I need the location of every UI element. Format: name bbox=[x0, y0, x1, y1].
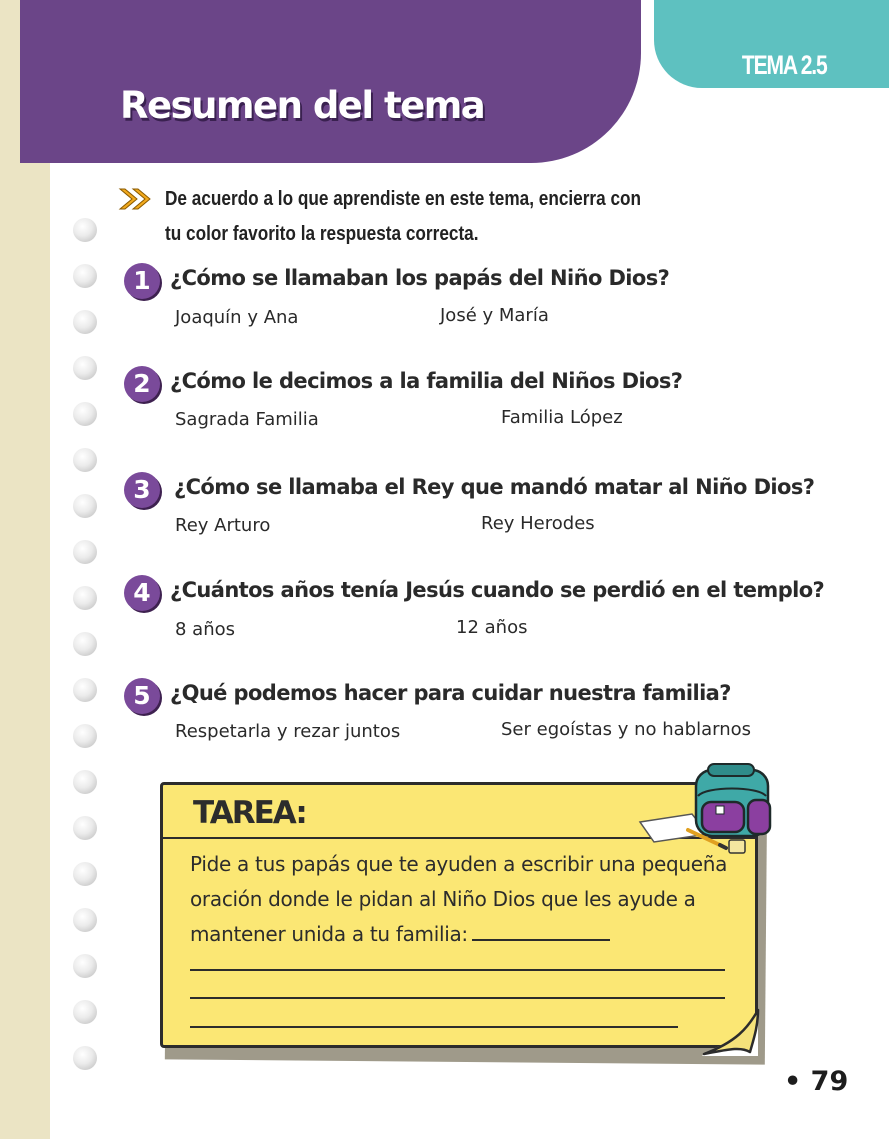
question-number-badge: 3 bbox=[124, 472, 160, 508]
answer-line[interactable] bbox=[472, 921, 610, 941]
question-1 bbox=[124, 263, 824, 303]
hole-punch-icon bbox=[73, 862, 97, 886]
hole-punch-icon bbox=[73, 218, 97, 242]
hole-punch-icon bbox=[73, 770, 97, 794]
hole-punch-icon bbox=[73, 356, 97, 380]
hole-punch-icon bbox=[73, 540, 97, 564]
page-number: • 79 bbox=[784, 1066, 849, 1097]
hole-punch-icon bbox=[73, 724, 97, 748]
hole-punch-icon bbox=[73, 494, 97, 518]
question-3 bbox=[124, 472, 844, 512]
question-text: ¿Cómo le decimos a la familia del Niños Dios? bbox=[170, 369, 683, 393]
answer-option[interactable]: 12 años bbox=[456, 617, 528, 638]
hole-punch-icon bbox=[73, 954, 97, 978]
question-number-badge: 4 bbox=[124, 575, 160, 611]
hole-punch-icon bbox=[73, 264, 97, 288]
hole-punch-icon bbox=[73, 1046, 97, 1070]
answer-option[interactable]: Respetarla y rezar juntos bbox=[175, 721, 401, 742]
answer-option[interactable]: Rey Arturo bbox=[175, 515, 271, 536]
hole-punch-icon bbox=[73, 402, 97, 426]
hole-punch-icon bbox=[73, 1000, 97, 1024]
homework-label: TAREA: bbox=[193, 795, 306, 831]
hole-punch-icon bbox=[73, 586, 97, 610]
question-text: ¿Cómo se llamaban los papás del Niño Dios? bbox=[170, 266, 670, 290]
page-curl-icon bbox=[700, 1008, 762, 1058]
question-number-badge: 5 bbox=[124, 678, 160, 714]
homework-instructions: Pide a tus papás que te ayuden a escribir una pequeña oración donde le pidan al Niño Dios que les ayude a mantener unida a tu familia: bbox=[190, 852, 728, 946]
question-4 bbox=[124, 575, 844, 615]
question-number-badge: 2 bbox=[124, 366, 160, 402]
answer-option[interactable]: Joaquín y Ana bbox=[175, 307, 299, 328]
answer-line[interactable] bbox=[190, 997, 725, 999]
instruction-text: De acuerdo a lo que aprendiste en este tema, encierra con tu color favorito la respuesta correcta. bbox=[165, 188, 642, 245]
tema-tab bbox=[654, 0, 889, 88]
question-2 bbox=[124, 366, 824, 406]
question-number-badge: 1 bbox=[124, 263, 160, 299]
question-text: ¿Cuántos años tenía Jesús cuando se perdió en el templo? bbox=[170, 578, 825, 602]
hole-punch-icon bbox=[73, 678, 97, 702]
answer-line[interactable] bbox=[190, 1026, 678, 1028]
header-banner bbox=[20, 0, 641, 163]
question-text: ¿Qué podemos hacer para cuidar nuestra familia? bbox=[170, 681, 731, 705]
answer-option[interactable]: Ser egoístas y no hablarnos bbox=[501, 719, 751, 740]
hole-punch-icon bbox=[73, 632, 97, 656]
answer-option[interactable]: Familia López bbox=[501, 407, 623, 428]
answer-option[interactable]: José y María bbox=[440, 305, 549, 326]
hole-punch-icon bbox=[73, 310, 97, 334]
answer-line[interactable] bbox=[190, 969, 725, 971]
page-title: Resumen del tema bbox=[120, 84, 485, 127]
backpack-icon bbox=[636, 760, 776, 864]
tema-label: TEMA 2.5 bbox=[742, 50, 827, 80]
question-text: ¿Cómo se llamaba el Rey que mandó matar al Niño Dios? bbox=[174, 475, 815, 499]
notebook-margin bbox=[0, 0, 50, 1139]
double-chevron-right-icon bbox=[118, 186, 154, 212]
hole-punch-icon bbox=[73, 908, 97, 932]
hole-punch-icon bbox=[73, 816, 97, 840]
answer-option[interactable]: Rey Herodes bbox=[481, 513, 595, 534]
answer-option[interactable]: Sagrada Familia bbox=[175, 409, 319, 430]
hole-punch-icon bbox=[73, 448, 97, 472]
answer-option[interactable]: 8 años bbox=[175, 619, 236, 640]
question-5 bbox=[124, 678, 824, 718]
